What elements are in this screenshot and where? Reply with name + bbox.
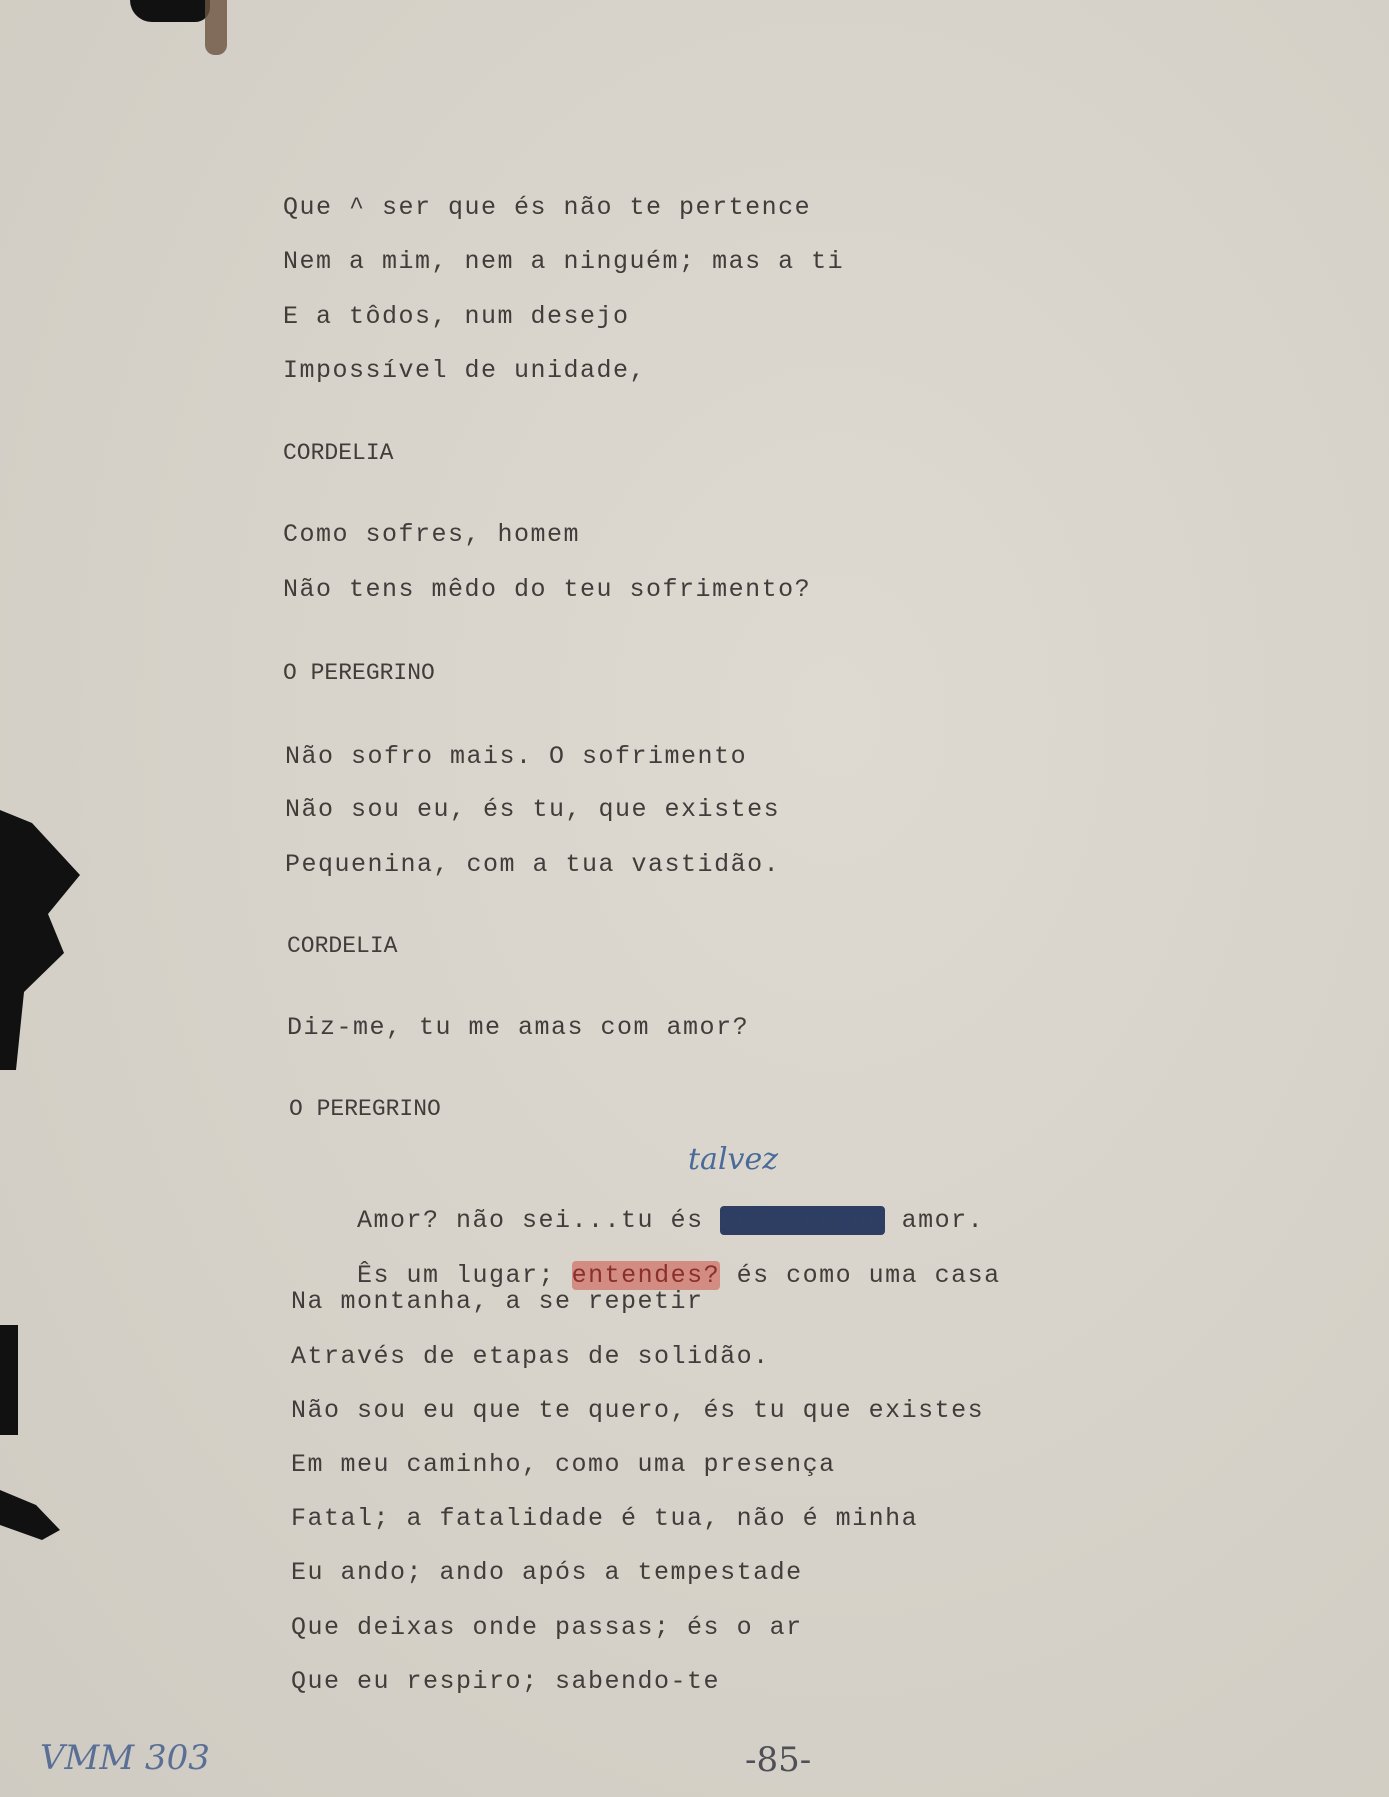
speaker-peregrino-2: O PEREGRINO <box>289 1096 441 1122</box>
text-line-11-start: Amor? não sei...tu és <box>357 1206 721 1235</box>
ink-stain-left-1 <box>0 810 80 1070</box>
struck-out-text: de verdade <box>720 1206 886 1235</box>
text-line-2: Nem a mim, nem a ninguém; mas a ti <box>283 247 845 276</box>
text-line-3: E a tôdos, num desejo <box>283 302 630 331</box>
text-line-18: Eu ando; ando após a tempestade <box>291 1558 803 1587</box>
text-line-13: Na montanha, a se repetir <box>291 1287 704 1316</box>
speaker-cordelia-1: CORDELIA <box>283 440 394 466</box>
catalog-mark: VMM 303 <box>40 1738 210 1778</box>
text-line-5: Como sofres, homem <box>283 520 581 549</box>
text-line-9: Pequenina, com a tua vastidão. <box>285 850 781 879</box>
text-line-19: Que deixas onde passas; és o ar <box>291 1613 803 1642</box>
text-line-15: Não sou eu que te quero, és tu que existes <box>291 1396 985 1425</box>
text-line-6: Não tens mêdo do teu sofrimento? <box>283 575 812 604</box>
page-number: -85- <box>745 1740 812 1780</box>
speaker-peregrino-1: O PEREGRINO <box>283 660 435 686</box>
text-line-4: Impossível de unidade, <box>283 356 647 385</box>
ink-stain-top-small <box>205 0 227 55</box>
text-line-1: Que ^ ser que és não te pertence <box>283 193 812 222</box>
ink-stain-left-3 <box>0 1490 60 1540</box>
text-line-10: Diz-me, tu me amas com amor? <box>287 1013 750 1042</box>
speaker-cordelia-2: CORDELIA <box>287 933 398 959</box>
text-line-7: Não sofro mais. O sofrimento <box>285 742 748 771</box>
text-line-16: Em meu caminho, como uma presença <box>291 1450 836 1479</box>
text-line-17: Fatal; a fatalidade é tua, não é minha <box>291 1504 919 1533</box>
text-line-14: Através de etapas de solidão. <box>291 1342 770 1371</box>
text-line-20: Que eu respiro; sabendo-te <box>291 1667 721 1696</box>
ink-stain-top <box>130 0 210 22</box>
handwritten-insertion: talvez <box>688 1142 779 1177</box>
text-line-11-end: amor. <box>885 1206 985 1235</box>
text-line-12-start: Ês um lugar; <box>357 1261 572 1290</box>
ink-stain-left-2 <box>0 1325 18 1435</box>
text-line-12-end: és como uma casa <box>720 1261 1001 1290</box>
struck-out-red-text: entendes? <box>571 1261 721 1290</box>
text-line-8: Não sou eu, és tu, que existes <box>285 795 781 824</box>
